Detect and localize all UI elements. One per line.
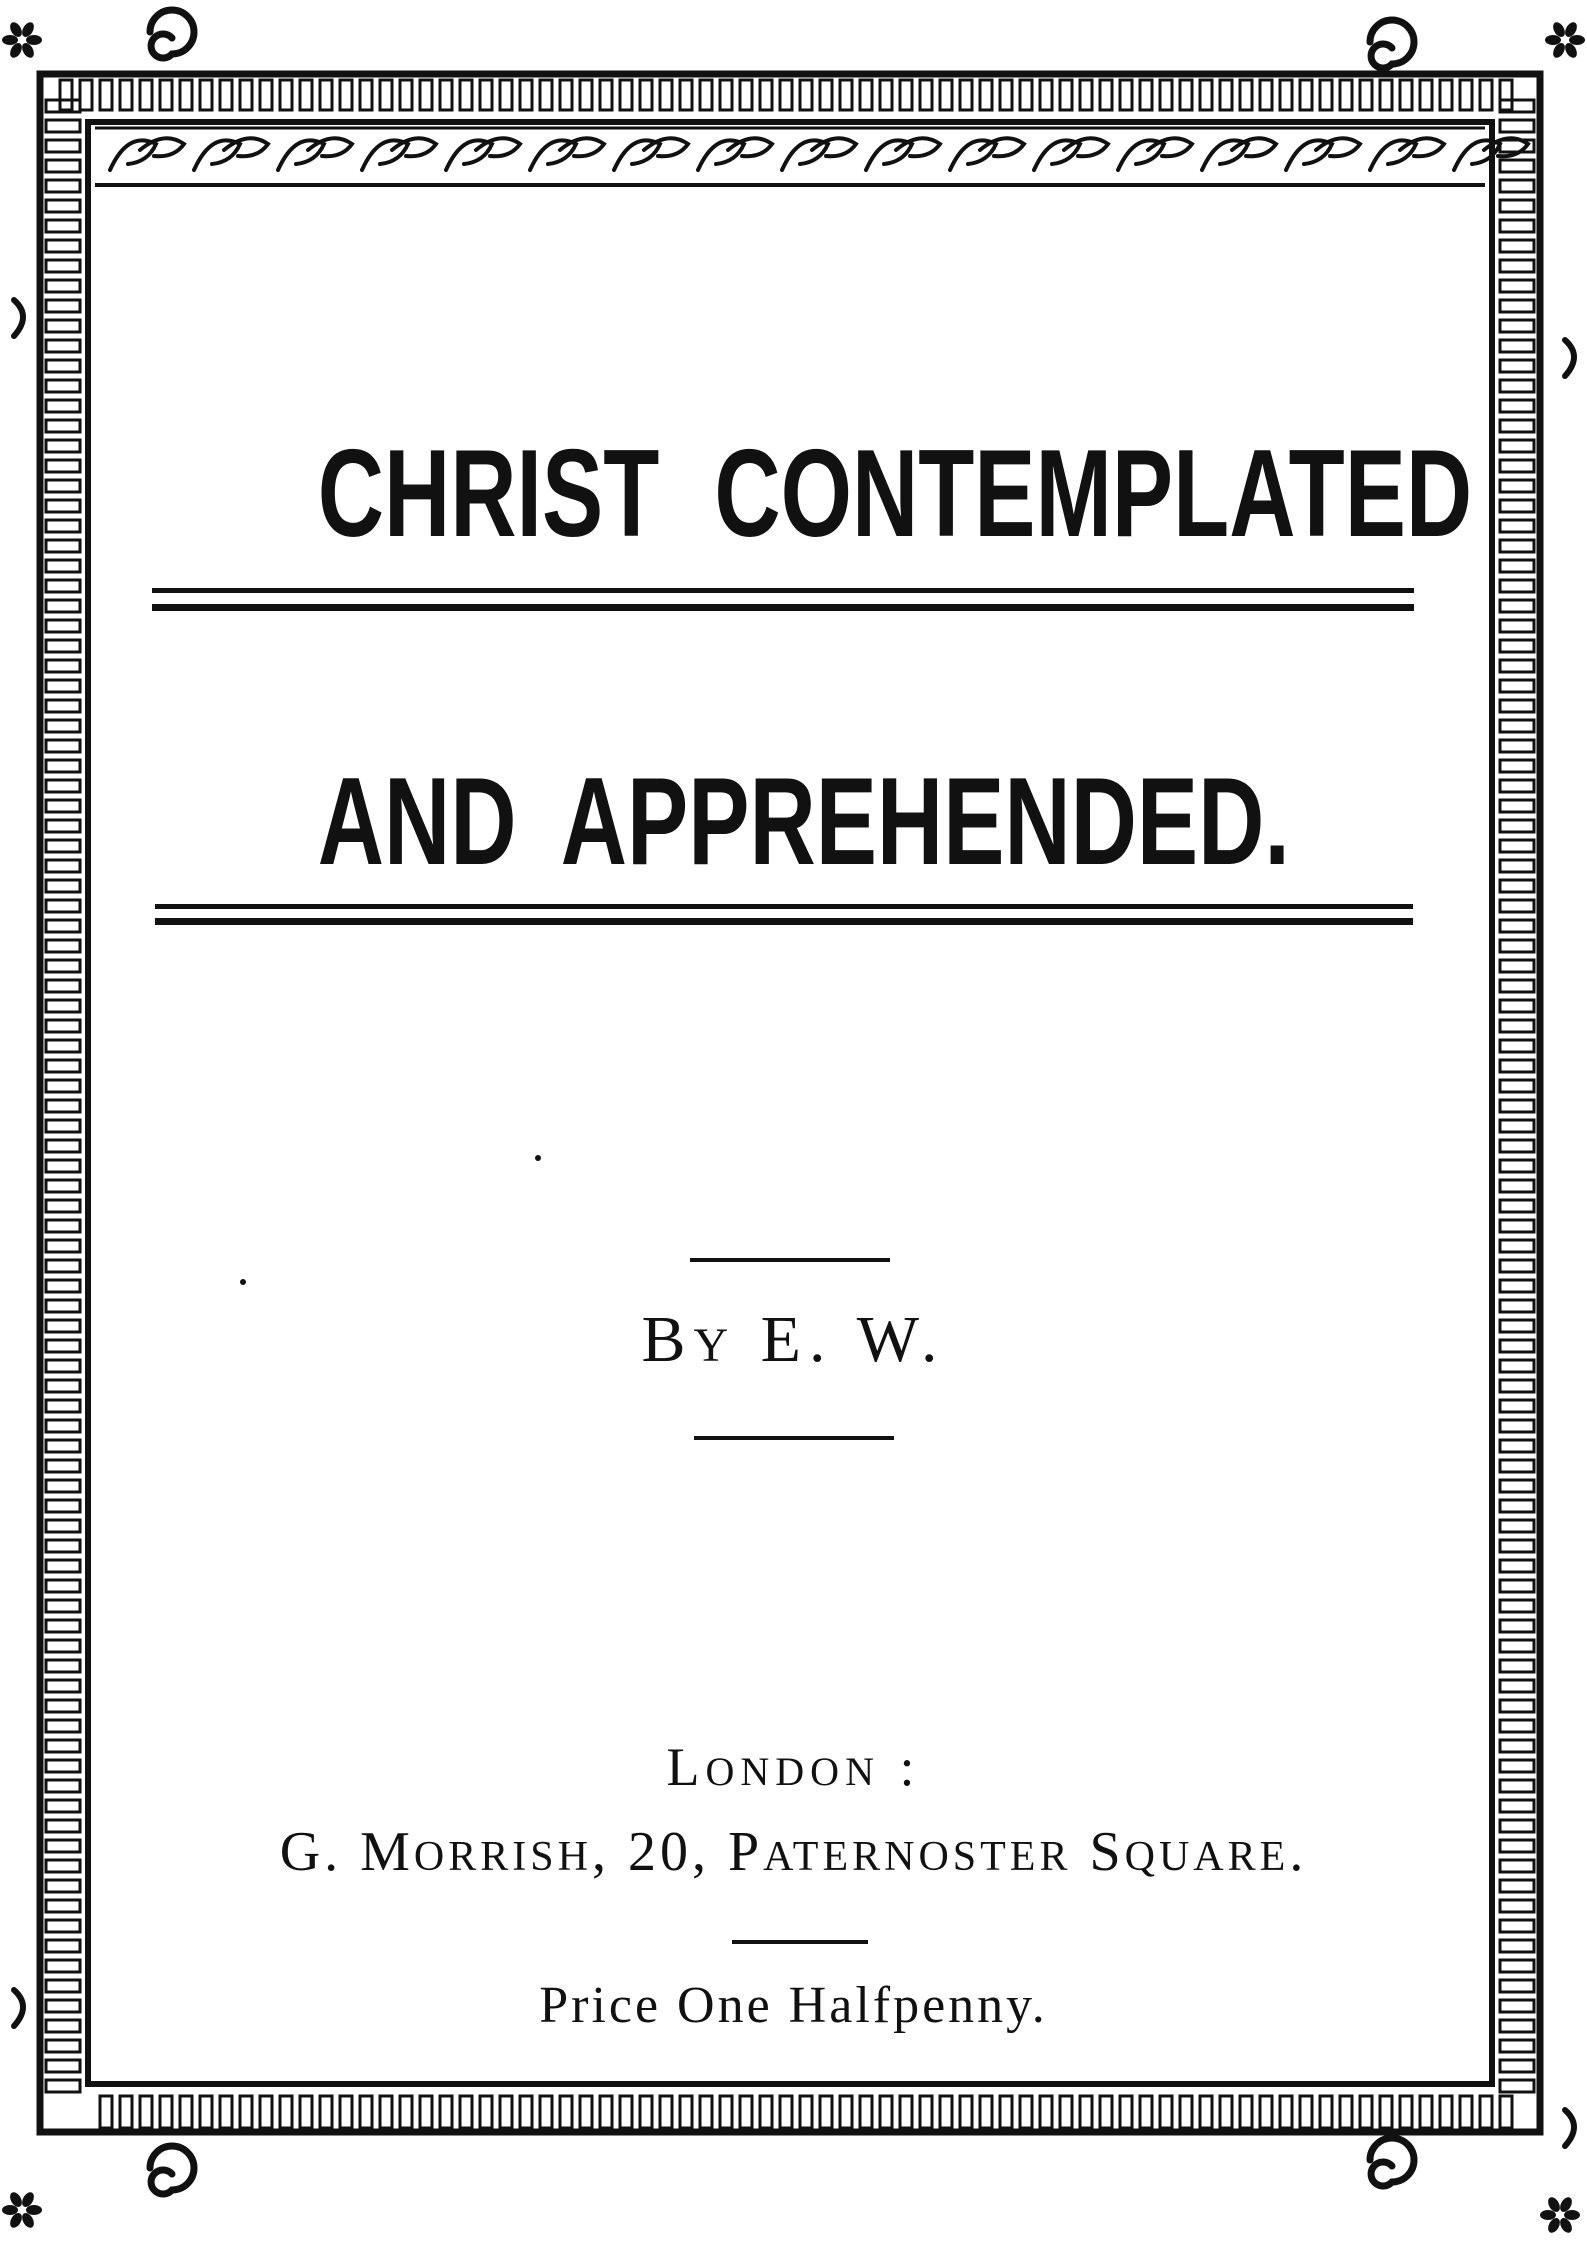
publisher-initial: G. M: [279, 1821, 414, 1883]
title-double-rule-bottom-a: [155, 904, 1413, 909]
price-line: Price One Halfpenny.: [539, 1977, 1048, 2034]
street-rest-1: ATERNOSTER: [763, 1834, 1072, 1880]
street-punct: .: [1289, 1821, 1308, 1883]
street-rest-2: QUARE: [1124, 1834, 1290, 1880]
byline-by-rest: Y: [693, 1319, 737, 1372]
publisher-rest: ORRISH: [413, 1834, 592, 1880]
city-punct: :: [879, 1737, 921, 1797]
title-double-rule-top-b: [152, 604, 1414, 611]
byline-author: E. W.: [760, 1303, 946, 1376]
title-double-rule-bottom-b: [155, 918, 1413, 925]
title-line-1: CHRIST CONTEMPLATED: [317, 425, 1473, 563]
title-double-rule-top-a: [152, 588, 1414, 593]
byline-by-initial: B: [641, 1303, 694, 1376]
city-initial: L: [666, 1737, 706, 1797]
city-rest: ONDON: [705, 1749, 880, 1794]
street-space: [1071, 1821, 1089, 1883]
street-initial-2: S: [1089, 1821, 1125, 1883]
imprint-city: [0, 1736, 1587, 1798]
byline-rule-below: [694, 1436, 894, 1440]
street-initial-1: P: [727, 1821, 764, 1883]
publisher-mid: , 20,: [591, 1821, 728, 1883]
byline-rule-above: [690, 1258, 890, 1262]
title-line-2: AND APPREHENDED.: [317, 753, 1290, 891]
imprint-publisher: [0, 1820, 1587, 1884]
byline: [0, 1302, 1587, 1378]
price-rule: [732, 1940, 868, 1944]
